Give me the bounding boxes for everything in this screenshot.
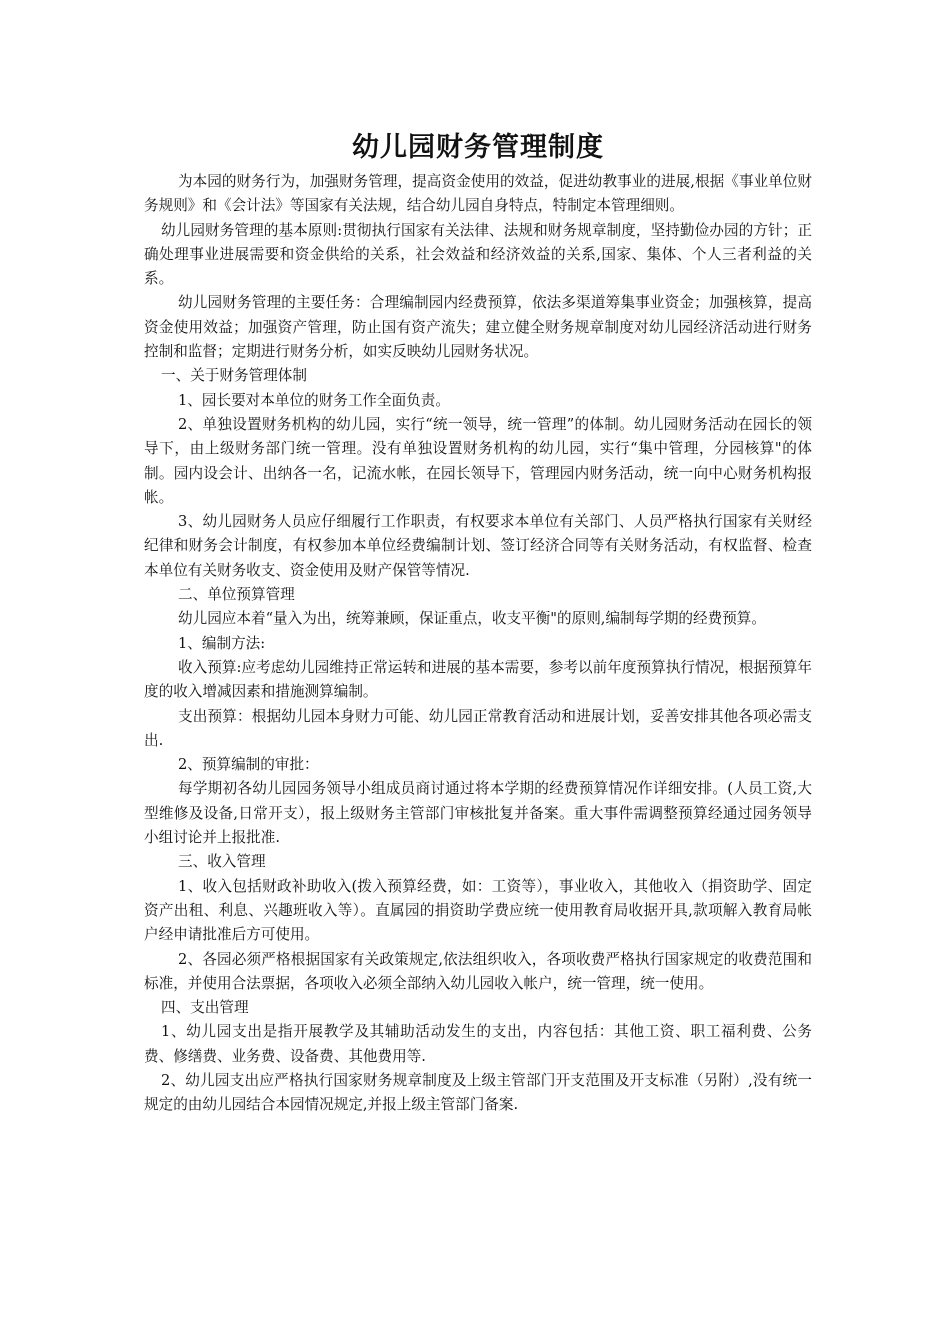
- paragraph: 四、支出管理: [161, 999, 249, 1017]
- paragraph: 支出预算：根据幼儿园本身财力可能、幼儿园正常教育活动和进展计划，妥善安排其他各项必需支出.: [144, 707, 812, 749]
- paragraph: 3、幼儿园财务人员应仔细履行工作职责，有权要求本单位有关部门、人员严格执行国家有关财经纪律和财务会计制度，有权参加本单位经费编制计划、签订经济合同等有关财务活动，有权监督、检查本单位有关财务收支、资金使用及财产保管等情况.: [144, 513, 812, 579]
- paragraph: 2、幼儿园支出应严格执行国家财务规章制度及上级主管部门开支范围及开支标准（另附）,没有统一规定的由幼儿园结合本园情况规定,并报上级主管部门备案.: [144, 1071, 812, 1114]
- paragraph: 为本园的财务行为，加强财务管理，提高资金使用的效益，促进幼教事业的进展,根据《事业单位财务规则》和《会计法》等国家有关法规，结合幼儿园自身特点，特制定本管理细则。: [144, 173, 812, 215]
- paragraph: 2、预算编制的审批：: [178, 756, 319, 774]
- document-title: 幼儿园财务管理制度: [352, 132, 604, 163]
- document-page: [144, 128, 812, 1118]
- paragraph: 2、各园必须严格根据国家有关政策规定,依法组织收入，各项收费严格执行国家规定的收费范围和标准，并使用合法票据，各项收入必须全部纳入幼儿园收入帐户，统一管理，统一使用。: [144, 950, 812, 992]
- paragraph: 1、编制方法:: [178, 634, 266, 652]
- paragraph: 一、关于财务管理体制: [161, 367, 307, 385]
- paragraph: 三、收入管理: [178, 853, 266, 871]
- paragraph: 幼儿园应本着“量入为出，统筹兼顾，保证重点，收支平衡"的原则,编制每学期的经费预算。: [178, 610, 766, 628]
- paragraph: 二、单位预算管理: [178, 586, 295, 604]
- paragraph: 1、园长要对本单位的财务工作全面负责。: [178, 391, 450, 409]
- paragraph: 幼儿园财务管理的基本原则:贯彻执行国家有关法律、法规和财务规章制度，坚持勤俭办园的方针；正确处理事业进展需要和资金供给的关系，社会效益和经济效益的关系,国家、集体、个人三者利益的关系。: [144, 221, 812, 288]
- paragraph: 每学期初各幼儿园园务领导小组成员商讨通过将本学期的经费预算情况作详细安排。(人员工资,大型维修及设备,日常开支），报上级财务主管部门审核批复并备案。重大事件需调整预算经通过园务领导小组讨论并上报批准.: [144, 780, 812, 847]
- paragraph: 收入预算:应考虑幼儿园维持正常运转和进展的基本需要，参考以前年度预算执行情况，根据预算年度的收入增减因素和措施测算编制。: [144, 658, 812, 701]
- paragraph: 1、收入包括财政补助收入(拨入预算经费，如：工资等），事业收入，其他收入（捐资助学、固定资产出租、利息、兴趣班收入等）。直属园的捐资助学费应统一使用教育局收据开具,款项解入教育局帐户经申请批准后方可使用。: [144, 877, 812, 944]
- paragraph: 2、单独设置财务机构的幼儿园，实行“统一领导，统一管理”的体制。幼儿园财务活动在园长的领导下，由上级财务部门统一管理。没有单独设置财务机构的幼儿园，实行“集中管理，分园核算"的体制。园内设会计、出纳各一名，记流水帐，在园长领导下，管理园内财务活动，统一向中心财务机构报帐。: [144, 415, 812, 506]
- document-body: [144, 170, 812, 1118]
- paragraph: 幼儿园财务管理的主要任务：合理编制园内经费预算，依法多渠道筹集事业资金；加强核算，提高资金使用效益；加强资产管理，防止国有资产流失；建立健全财务规章制度对幼儿园经济活动进行财务控制和监督；定期进行财务分析，如实反映幼儿园财务状况。: [144, 294, 812, 361]
- paragraph: 1、幼儿园支出是指开展教学及其辅助活动发生的支出，内容包括：其他工资、职工福利费、公务费、修缮费、业务费、设备费、其他费用等.: [144, 1023, 812, 1065]
